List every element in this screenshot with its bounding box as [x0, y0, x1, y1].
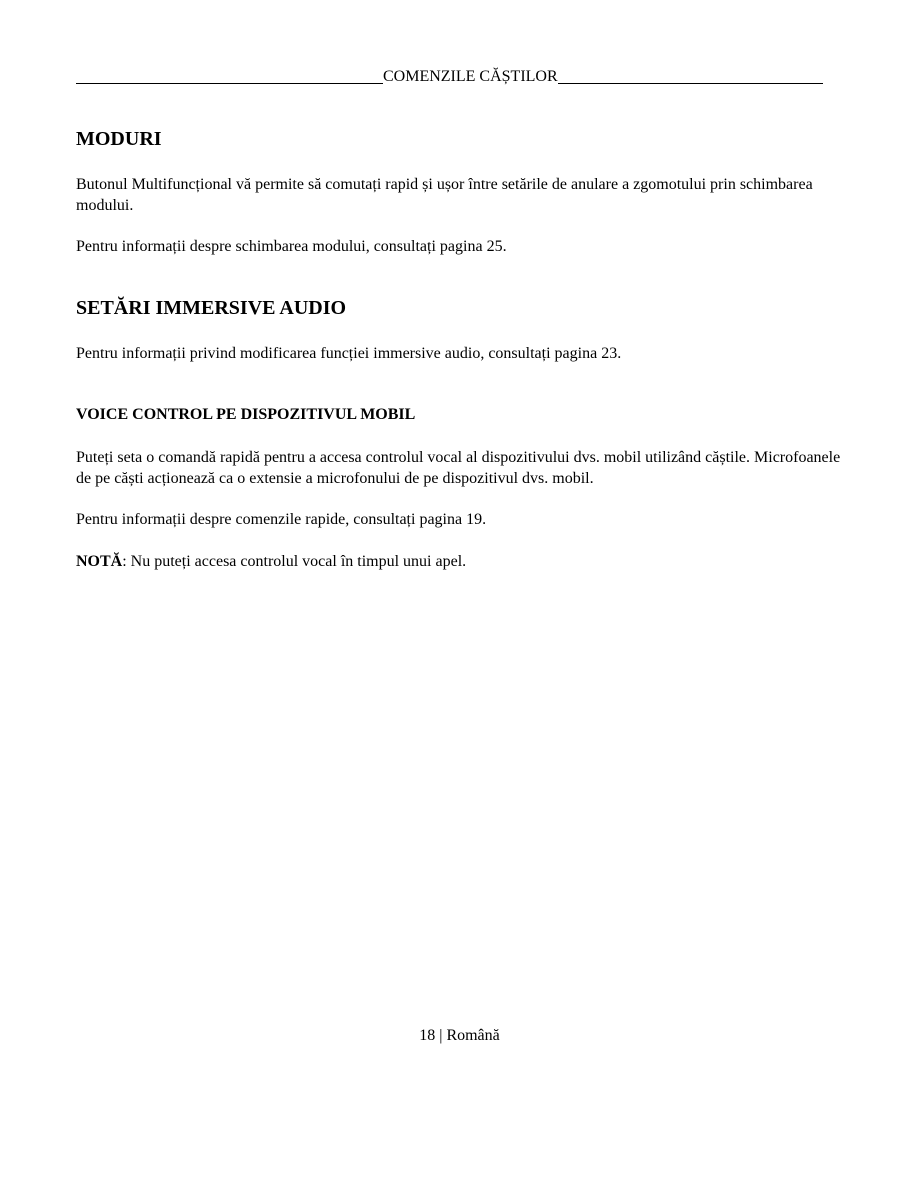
note-paragraph	[76, 551, 846, 572]
footer-separator: |	[439, 1027, 443, 1044]
running-header	[76, 66, 823, 86]
paragraph-voice-control-description: Puteți seta o comandă rapidă pentru a accesa controlul vocal al dispozitivului dvs. mobil utilizând căștile. Microfoanele de pe căști acționează ca o extensie a microfonului de pe dispozitivul dvs. mobil.	[76, 449, 841, 487]
paragraph-moduri-reference: Pentru informații despre schimbarea modului, consultați pagina 25.	[76, 238, 507, 255]
paragraph-immersive-reference: Pentru informații privind modificarea funcției immersive audio, consultați pagina 23.	[76, 345, 622, 362]
page-number: 18	[419, 1027, 436, 1044]
header-title: COMENZILE CĂȘTILOR	[383, 68, 558, 85]
footer-language: Română	[446, 1027, 500, 1044]
header-rule-right	[558, 83, 823, 84]
section-heading-immersive-audio: SETĂRI IMMERSIVE AUDIO	[76, 297, 347, 319]
section-heading-voice-control: VOICE CONTROL PE DISPOZITIVUL MOBIL	[76, 406, 416, 423]
note-text: : Nu puteți accesa controlul vocal în timpul unui apel.	[122, 553, 467, 570]
section-heading-moduri: MODURI	[76, 128, 162, 150]
paragraph-moduri-description: Butonul Multifuncțional vă permite să comutați rapid și ușor între setările de anulare a zgomotului prin schimbarea modului.	[76, 176, 813, 214]
header-rule-left	[76, 83, 383, 84]
page-footer	[0, 1026, 919, 1046]
note-label: NOTĂ	[76, 553, 123, 570]
paragraph-voice-control-reference: Pentru informații despre comenzile rapide, consultați pagina 19.	[76, 511, 487, 528]
